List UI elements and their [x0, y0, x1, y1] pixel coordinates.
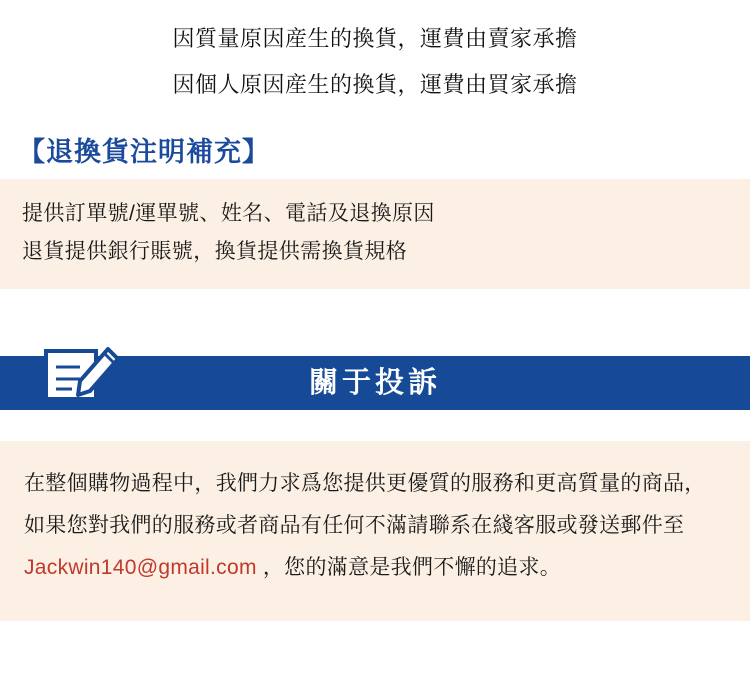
pen-writing-icon	[36, 337, 122, 413]
complaint-text-box	[0, 441, 750, 621]
policy-line: 因質量原因産生的換貨，運費由賣家承擔	[172, 26, 578, 51]
banner-title: 關于投訴	[308, 367, 441, 399]
complaint-banner	[0, 337, 750, 413]
complaint-text-before: 在整個購物過程中，我們力求爲您提供更優質的服務和更高質量的商品，如果您對我們的服務或者商品有任何不滿請聯系在綫客服或發送郵件至	[24, 472, 706, 537]
support-email-link[interactable]: Jackwin140@gmail.com	[24, 556, 257, 579]
return-policy-lines	[0, 0, 750, 108]
complaint-text-after: ，您的滿意是我們不懈的追求。	[256, 556, 562, 579]
return-note-heading: 【退換貨注明補充】	[18, 137, 270, 167]
policy-line: 因個人原因産生的換貨，運費由買家承擔	[172, 72, 578, 97]
complaint-paragraph	[24, 463, 726, 589]
return-note-box	[0, 179, 750, 289]
note-line: 退貨提供銀行賬號，換貨提供需換貨規格	[22, 240, 408, 263]
note-line: 提供訂單號/運單號、姓名、電話及退換原因	[22, 202, 435, 225]
